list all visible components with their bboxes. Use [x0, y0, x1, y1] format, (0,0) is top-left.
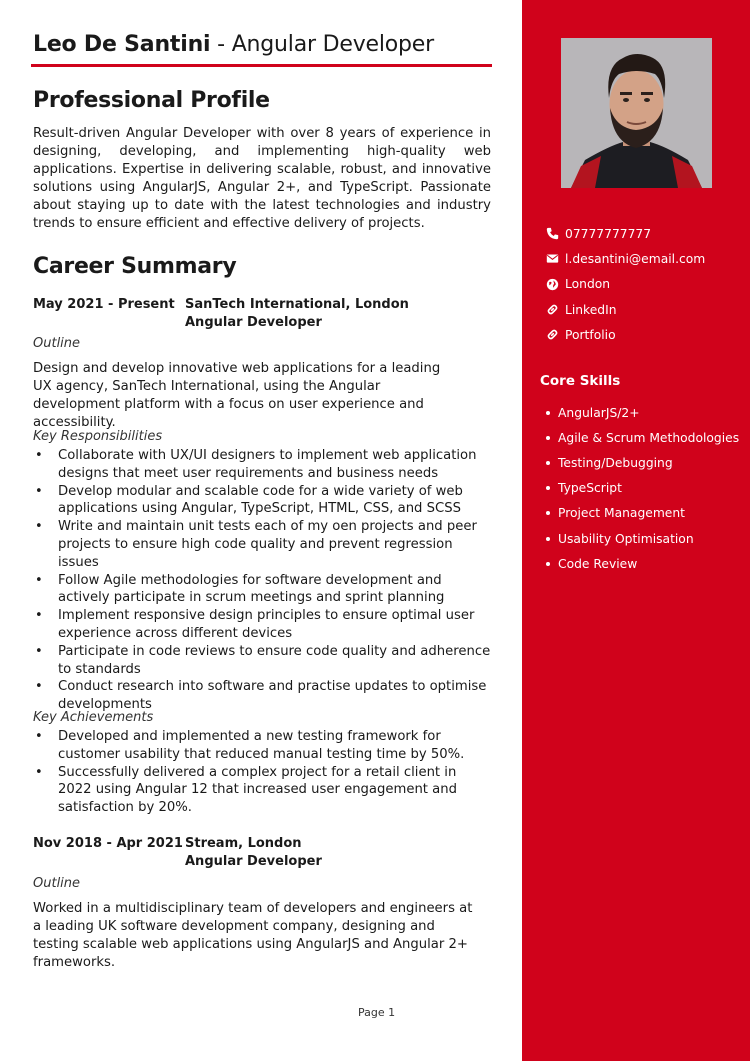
profile-photo-illustration	[561, 38, 712, 188]
skill-label: Testing/Debugging	[558, 455, 673, 470]
skill-label: Project Management	[558, 506, 685, 521]
responsibilities-list	[33, 447, 491, 714]
job-company: SanTech International, London	[185, 297, 409, 312]
skill-label: Usability Optimisation	[558, 531, 694, 546]
candidate-role: Angular Developer	[231, 32, 434, 57]
job-dates: May 2021 - Present	[33, 297, 175, 312]
profile-photo	[561, 38, 712, 188]
contact-text: London	[565, 277, 611, 292]
contact-text: 07777777777	[565, 226, 652, 241]
bullet-icon	[546, 511, 550, 515]
list-item: • Write and maintain unit tests each of my oen projects and peer projects to ensure high code quality and prevent regression issues	[33, 518, 491, 571]
sidebar	[522, 0, 750, 1061]
list-item: • Successfully delivered a complex project for a retail client in 2022 using Angular 12 that increased user engagement and satisfaction by 20%.	[33, 764, 491, 817]
contact-location	[546, 272, 705, 297]
job-company: Stream, London	[185, 836, 302, 851]
bullet-icon	[546, 537, 550, 541]
list-item	[546, 400, 739, 425]
achievements-label: Key Achievements	[33, 710, 154, 725]
list-item	[546, 526, 739, 551]
title-separator: -	[210, 32, 232, 57]
contact-text: l.desantini@email.com	[565, 251, 706, 266]
skills-heading: Core Skills	[540, 373, 621, 389]
bullet-icon	[546, 562, 550, 566]
job-outline: Design and develop innovative web applications for a leading UX agency, SanTech International, using the Angular development platform with a focus on user experience and accessibility.	[33, 361, 441, 430]
career-heading: Career Summary	[33, 254, 237, 279]
bullet-icon	[546, 436, 550, 440]
job-title: Angular Developer	[185, 315, 322, 330]
bullet-icon	[546, 461, 550, 465]
list-item	[546, 450, 739, 475]
skill-label: AngularJS/2+	[558, 405, 640, 420]
outline-label: Outline	[33, 336, 81, 351]
list-item: • Participate in code reviews to ensure code quality and adherence to standards	[33, 643, 491, 679]
responsibilities-label: Key Responsibilities	[33, 429, 163, 444]
contact-linkedin[interactable]	[546, 297, 705, 322]
phone-icon	[546, 227, 559, 240]
title-divider	[31, 64, 492, 67]
outline-label: Outline	[33, 876, 81, 891]
list-item: • Developed and implemented a new testing framework for customer usability that reduced manual testing time by 50%.	[33, 728, 491, 764]
contact-text: Portfolio	[565, 327, 616, 342]
contact-phone[interactable]	[546, 221, 705, 246]
link-icon	[546, 303, 559, 316]
list-item	[546, 425, 739, 450]
envelope-icon	[546, 252, 559, 265]
list-item	[546, 501, 739, 526]
list-item: • Implement responsive design principles to ensure optimal user experience across different devices	[33, 607, 491, 643]
bullet-icon	[546, 486, 550, 490]
job-title: Angular Developer	[185, 854, 322, 869]
skill-label: TypeScript	[558, 481, 622, 496]
link-icon	[546, 328, 559, 341]
contact-portfolio[interactable]	[546, 322, 705, 347]
job-dates: Nov 2018 - Apr 2021	[33, 836, 183, 851]
globe-icon	[546, 278, 559, 291]
list-item: • Develop modular and scalable code for a wide variety of web applications using Angular, TypeScript, HTML, CSS, and SCSS	[33, 483, 491, 519]
skills-list	[546, 400, 739, 576]
list-item	[546, 551, 739, 576]
profile-text: Result-driven Angular Developer with over 8 years of experience in designing, developing, and implementing high-quality web applications. Expertise in delivering scalable, robust, and innovative solutions using AngularJS, Angular 2+, and TypeScript. Passionate about staying up to date with the latest technologies and industry trends to ensure efficient and effective delivery of projects.	[33, 126, 491, 231]
list-item: • Collaborate with UX/UI designers to implement web application designs that meet user requirements and business needs	[33, 447, 491, 483]
list-item: • Conduct research into software and practise updates to optimise developments	[33, 678, 491, 714]
page-title	[33, 32, 434, 57]
job-outline: Worked in a multidisciplinary team of developers and engineers at a leading UK software development company, designing and testing scalable web applications using AngularJS and Angular 2+ frameworks.	[33, 901, 473, 970]
bullet-icon	[546, 411, 550, 415]
candidate-name: Leo De Santini	[33, 32, 211, 57]
list-item	[546, 476, 739, 501]
page-number: Page 1	[358, 1006, 396, 1019]
achievements-list	[33, 728, 491, 817]
contact-email[interactable]	[546, 246, 705, 271]
skill-label: Code Review	[558, 556, 638, 571]
contact-text: LinkedIn	[565, 302, 617, 317]
skill-label: Agile & Scrum Methodologies	[558, 430, 740, 445]
contact-list	[546, 221, 705, 347]
list-item: • Follow Agile methodologies for software development and actively participate in scrum meetings and sprint planning	[33, 572, 491, 608]
profile-heading: Professional Profile	[33, 88, 270, 113]
